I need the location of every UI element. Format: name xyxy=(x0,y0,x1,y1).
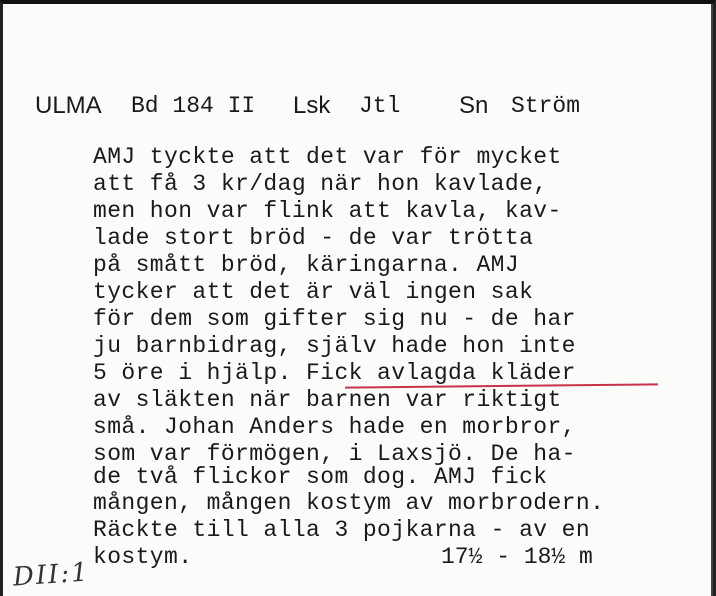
text-line: 5 öre i hjälp. Fick avlagda kläder xyxy=(93,360,576,386)
text-line: de två flickor som dog. AMJ fick xyxy=(93,464,548,490)
handwritten-margin-note: DII:1 xyxy=(12,557,91,593)
text-line: lade stort bröd - de var trötta xyxy=(93,225,534,251)
parish-label: Sn xyxy=(459,92,489,119)
text-line: AMJ tyckte att det var för mycket xyxy=(93,144,562,170)
archive-code: ULMA xyxy=(35,92,102,119)
card-header xyxy=(35,90,675,122)
text-line: som var förmögen, i Laxsjö. De ha- xyxy=(93,441,576,467)
parish-value: Ström xyxy=(511,93,581,119)
text-line: tycker att det är väl ingen sak xyxy=(93,279,534,305)
text-line: kostym. xyxy=(93,544,193,570)
text-line: men hon var flink att kavla, kav- xyxy=(93,198,562,224)
text-line: Räckte till alla 3 pojkarna - av en xyxy=(93,517,591,543)
text-line: att få 3 kr/dag när hon kavlade, xyxy=(93,171,548,197)
text-line: ju barnbidrag, själv hade hon inte xyxy=(93,333,576,359)
text-line: av släkten när barnen var riktigt xyxy=(93,387,562,413)
volume-ref: Bd 184 II xyxy=(131,93,256,119)
text-line: för dem som gifter sig nu - de har xyxy=(93,306,576,332)
county-label: Lsk xyxy=(293,92,331,119)
page-reference: 17½ - 18½ m xyxy=(441,544,593,570)
text-line: små. Johan Anders hade en morbror, xyxy=(93,414,576,440)
text-line: mången, mången kostym av morbrodern. xyxy=(93,490,605,516)
county-value: Jtl xyxy=(359,93,401,119)
text-line: på smått bröd, käringarna. AMJ xyxy=(93,252,520,278)
